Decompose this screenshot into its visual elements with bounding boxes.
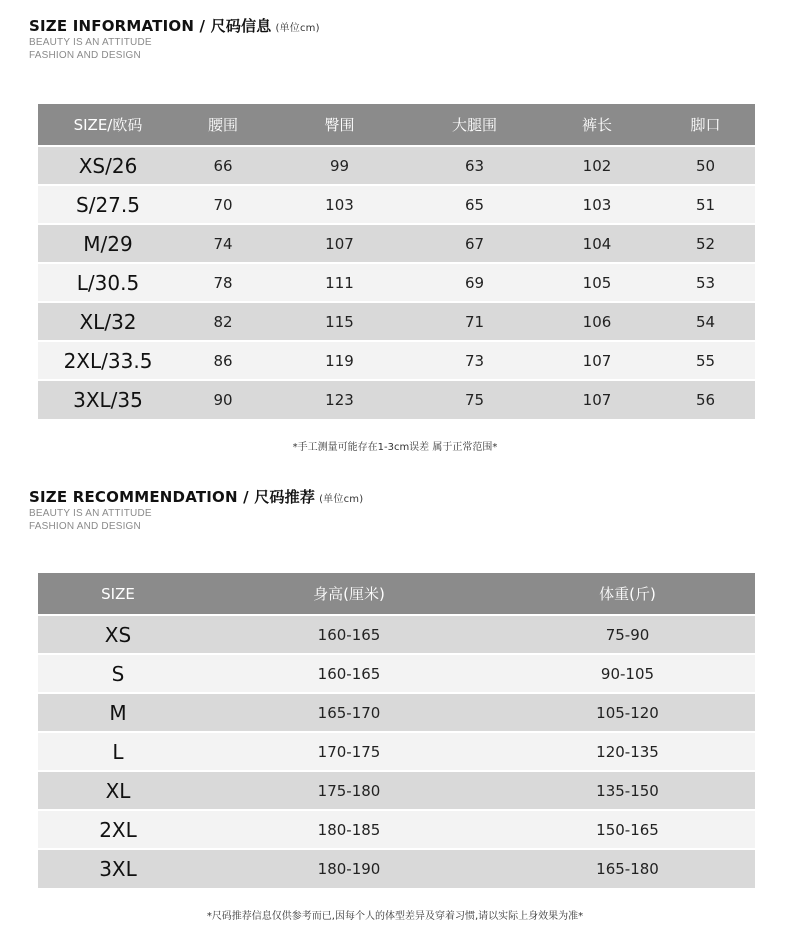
header-thigh: 大腿围 bbox=[411, 104, 538, 146]
size-cell: 3XL/35 bbox=[38, 380, 178, 419]
table-row bbox=[38, 849, 755, 888]
header-size: SIZE/欧码 bbox=[38, 104, 178, 146]
table-row bbox=[38, 693, 755, 732]
table-row bbox=[38, 263, 755, 302]
size-cell: M bbox=[38, 693, 198, 732]
hip-cell: 123 bbox=[268, 380, 411, 419]
size-cell: XS/26 bbox=[38, 146, 178, 185]
leg-opening-cell: 54 bbox=[656, 302, 755, 341]
size-information-header bbox=[29, 15, 320, 62]
size-cell: XS bbox=[38, 615, 198, 654]
size-cell: S bbox=[38, 654, 198, 693]
size-recommendation-tagline-2: FASHION AND DESIGN bbox=[29, 521, 141, 532]
waist-cell: 78 bbox=[178, 263, 268, 302]
table-row bbox=[38, 615, 755, 654]
leg-opening-cell: 50 bbox=[656, 146, 755, 185]
header-waist: 腰围 bbox=[178, 104, 268, 146]
leg-opening-cell: 52 bbox=[656, 224, 755, 263]
table-row bbox=[38, 302, 755, 341]
weight-cell: 75-90 bbox=[500, 615, 755, 654]
size-cell: XL bbox=[38, 771, 198, 810]
weight-cell: 165-180 bbox=[500, 849, 755, 888]
size-cell: 2XL/33.5 bbox=[38, 341, 178, 380]
leg-opening-cell: 51 bbox=[656, 185, 755, 224]
size-cell: 3XL bbox=[38, 849, 198, 888]
hip-cell: 111 bbox=[268, 263, 411, 302]
thigh-cell: 67 bbox=[411, 224, 538, 263]
table-row bbox=[38, 380, 755, 419]
table-row bbox=[38, 185, 755, 224]
hip-cell: 99 bbox=[268, 146, 411, 185]
height-cell: 180-185 bbox=[198, 810, 500, 849]
measurement-note: *手工测量可能存在1-3cm误差 属于正常范围* bbox=[292, 442, 498, 453]
leg-opening-cell: 53 bbox=[656, 263, 755, 302]
height-cell: 180-190 bbox=[198, 849, 500, 888]
header-weight: 体重(斤) bbox=[500, 573, 755, 615]
height-cell: 160-165 bbox=[198, 654, 500, 693]
height-cell: 165-170 bbox=[198, 693, 500, 732]
thigh-cell: 71 bbox=[411, 302, 538, 341]
table-row bbox=[38, 224, 755, 263]
waist-cell: 70 bbox=[178, 185, 268, 224]
thigh-cell: 69 bbox=[411, 263, 538, 302]
thigh-cell: 65 bbox=[411, 185, 538, 224]
size-cell: 2XL bbox=[38, 810, 198, 849]
leg-opening-cell: 55 bbox=[656, 341, 755, 380]
size-information-title bbox=[29, 15, 320, 36]
size-information-unit: (单位cm) bbox=[275, 23, 320, 34]
hip-cell: 115 bbox=[268, 302, 411, 341]
size-cell: L/30.5 bbox=[38, 263, 178, 302]
waist-cell: 74 bbox=[178, 224, 268, 263]
weight-cell: 90-105 bbox=[500, 654, 755, 693]
thigh-cell: 63 bbox=[411, 146, 538, 185]
leg-opening-cell: 56 bbox=[656, 380, 755, 419]
length-cell: 106 bbox=[538, 302, 656, 341]
weight-cell: 105-120 bbox=[500, 693, 755, 732]
size-cell: L bbox=[38, 732, 198, 771]
table-row bbox=[38, 654, 755, 693]
header-size: SIZE bbox=[38, 573, 198, 615]
weight-cell: 150-165 bbox=[500, 810, 755, 849]
size-information-tagline-2: FASHION AND DESIGN bbox=[29, 50, 141, 61]
table-row bbox=[38, 341, 755, 380]
header-length: 裤长 bbox=[538, 104, 656, 146]
height-cell: 160-165 bbox=[198, 615, 500, 654]
size-information-title-text: SIZE INFORMATION / 尺码信息 bbox=[29, 17, 272, 35]
length-cell: 105 bbox=[538, 263, 656, 302]
size-information-tagline-1: BEAUTY IS AN ATTITUDE bbox=[29, 37, 152, 48]
size-recommendation-title-text: SIZE RECOMMENDATION / 尺码推荐 bbox=[29, 488, 316, 506]
table-row bbox=[38, 146, 755, 185]
weight-cell: 135-150 bbox=[500, 771, 755, 810]
table-row bbox=[38, 732, 755, 771]
hip-cell: 107 bbox=[268, 224, 411, 263]
header-leg-opening: 脚口 bbox=[656, 104, 755, 146]
hip-cell: 119 bbox=[268, 341, 411, 380]
size-recommendation-unit: (单位cm) bbox=[319, 494, 364, 505]
length-cell: 104 bbox=[538, 224, 656, 263]
thigh-cell: 75 bbox=[411, 380, 538, 419]
size-recommendation-title bbox=[29, 486, 363, 507]
length-cell: 107 bbox=[538, 341, 656, 380]
length-cell: 107 bbox=[538, 380, 656, 419]
size-cell: S/27.5 bbox=[38, 185, 178, 224]
hip-cell: 103 bbox=[268, 185, 411, 224]
height-cell: 175-180 bbox=[198, 771, 500, 810]
length-cell: 103 bbox=[538, 185, 656, 224]
size-recommendation-table bbox=[38, 573, 755, 888]
table-row bbox=[38, 771, 755, 810]
size-information-table bbox=[38, 104, 755, 419]
size-information-header-row bbox=[38, 104, 755, 146]
weight-cell: 120-135 bbox=[500, 732, 755, 771]
size-cell: XL/32 bbox=[38, 302, 178, 341]
size-recommendation-header bbox=[29, 486, 363, 533]
header-hip: 臀围 bbox=[268, 104, 411, 146]
length-cell: 102 bbox=[538, 146, 656, 185]
waist-cell: 66 bbox=[178, 146, 268, 185]
waist-cell: 86 bbox=[178, 341, 268, 380]
size-cell: M/29 bbox=[38, 224, 178, 263]
waist-cell: 90 bbox=[178, 380, 268, 419]
height-cell: 170-175 bbox=[198, 732, 500, 771]
recommendation-note: *尺码推荐信息仅供参考而已,因每个人的体型差异及穿着习惯,请以实际上身效果为准* bbox=[206, 911, 584, 922]
size-recommendation-header-row bbox=[38, 573, 755, 615]
table-row bbox=[38, 810, 755, 849]
size-recommendation-tagline-1: BEAUTY IS AN ATTITUDE bbox=[29, 508, 152, 519]
waist-cell: 82 bbox=[178, 302, 268, 341]
header-height: 身高(厘米) bbox=[198, 573, 500, 615]
thigh-cell: 73 bbox=[411, 341, 538, 380]
